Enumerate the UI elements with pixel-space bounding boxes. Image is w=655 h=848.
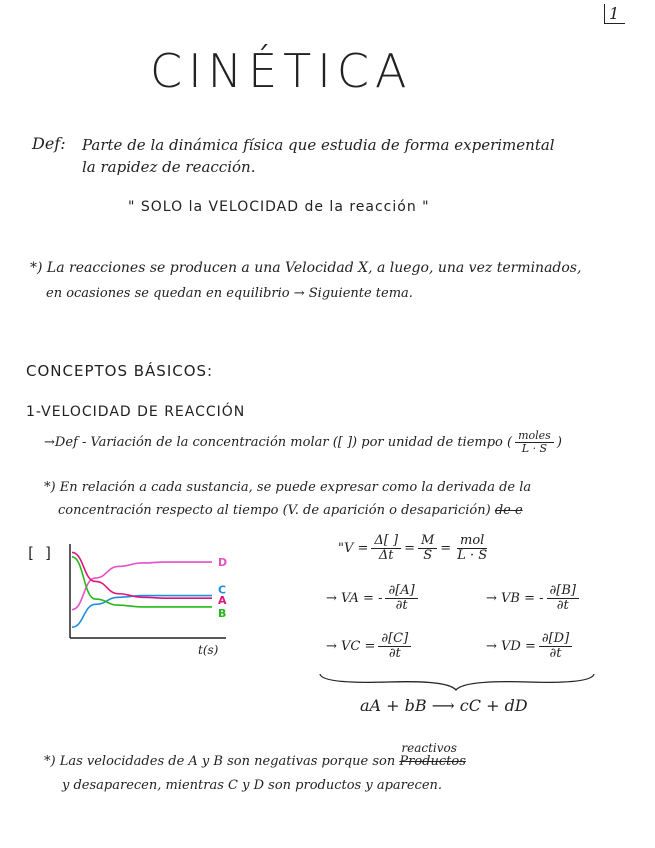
- series-line-d: [72, 562, 212, 610]
- rate-vb: [486, 584, 582, 612]
- definition-note: " SOLO la VELOCIDAD de la reacción ": [128, 199, 430, 215]
- note-2-line-1: *) En relación a cada sustancia, se puede expresar como la derivada de la: [44, 480, 532, 495]
- rate-vb-den: ∂t: [556, 597, 569, 613]
- unit-fraction: [515, 430, 554, 454]
- brace-icon: [318, 672, 598, 692]
- rate-vd-den: ∂t: [549, 645, 562, 661]
- formula-frac-1: [371, 534, 401, 562]
- note-2-line-2-text: concentración respecto al tiempo (V. de aparición o desaparición): [58, 503, 491, 518]
- series-label-d: D: [218, 556, 228, 570]
- note-3-line-1-text: *) Las velocidades de A y B son negativas porque son: [44, 754, 396, 769]
- rate-va-den: ∂t: [395, 597, 408, 613]
- section-heading: CONCEPTOS BÁSICOS:: [26, 362, 214, 380]
- note-3-line-2: y desaparecen, mientras C y D son productos y aparecen.: [62, 778, 443, 793]
- rate-vc-lhs: → VC =: [326, 638, 376, 654]
- subsection-heading: 1-VELOCIDAD DE REACCIÓN: [26, 404, 246, 420]
- formula-frac-2-den: S: [423, 547, 433, 563]
- definition-label: Def:: [32, 134, 66, 153]
- unit-denominator: L · S: [521, 441, 548, 455]
- note-3-correction: reactivos: [401, 741, 457, 755]
- velocity-definition-close: ): [556, 434, 562, 450]
- rate-vd-num: ∂[D]: [539, 632, 572, 647]
- rate-vc-den: ∂t: [388, 645, 401, 661]
- unit-numerator: moles: [515, 430, 554, 443]
- page-title: CINÉTICA: [150, 44, 413, 98]
- rate-va: [326, 584, 421, 612]
- formula-frac-3: [454, 534, 490, 562]
- rate-vb-frac: [547, 584, 579, 612]
- rate-vd: [486, 632, 575, 660]
- note-2-line-2: [58, 503, 523, 518]
- formula-frac-1-num: Δ[ ]: [371, 534, 401, 549]
- rate-vc-frac: [378, 632, 411, 660]
- series-line-a: [72, 552, 212, 598]
- rate-va-frac: [385, 584, 417, 612]
- series-line-c: [72, 596, 212, 628]
- rate-va-lhs: → VA = -: [326, 590, 383, 606]
- rate-vb-lhs: → VB = -: [486, 590, 544, 606]
- note-1-line-2: en ocasiones se quedan en equilibrio → Siguiente tema.: [46, 286, 413, 301]
- note-1-line-1: *) La reacciones se producen a una Velocidad X, a luego, una vez terminados,: [30, 260, 582, 276]
- velocity-formula-lhs: "V =: [338, 540, 369, 556]
- rate-vc: [326, 632, 414, 660]
- formula-frac-2: [418, 534, 437, 562]
- formula-eq-3: =: [440, 540, 452, 556]
- definition-line-1: Parte de la dinámica física que estudia de forma experimental: [82, 136, 555, 154]
- page-number: 1: [604, 4, 625, 24]
- chart-ylabel: [ ]: [26, 544, 54, 562]
- series-label-a: A: [218, 594, 227, 608]
- formula-eq-2: =: [404, 540, 415, 556]
- series-line-b: [72, 557, 212, 607]
- velocity-definition-text: →Def - Variación de la concentración molar ([ ]) por unidad de tiempo (: [44, 434, 513, 450]
- definition-line-2: la rapidez de reacción.: [82, 158, 256, 176]
- formula-frac-3-num: mol: [457, 534, 487, 549]
- formula-frac-3-den: L · S: [457, 547, 488, 563]
- series-label-b: B: [218, 606, 227, 620]
- velocity-definition: [44, 430, 562, 454]
- rate-vc-num: ∂[C]: [378, 632, 411, 647]
- note-2-struck: de e: [494, 503, 523, 518]
- note-3-struck-word: Productos: [399, 754, 466, 769]
- rate-vb-num: ∂[B]: [547, 584, 579, 599]
- formula-frac-2-num: M: [418, 534, 437, 549]
- formula-frac-1-den: Δt: [378, 547, 394, 563]
- rate-va-num: ∂[A]: [385, 584, 417, 599]
- velocity-formula: [338, 534, 493, 562]
- series-label-c: C: [218, 583, 227, 597]
- chart-xlabel: t(s): [198, 643, 219, 657]
- note-3-line-1: [44, 741, 466, 769]
- rate-vd-lhs: → VD =: [486, 638, 536, 654]
- rate-vd-frac: [539, 632, 572, 660]
- reaction-equation: aA + bB ⟶ cC + dD: [360, 696, 528, 715]
- concentration-chart: [26, 538, 266, 668]
